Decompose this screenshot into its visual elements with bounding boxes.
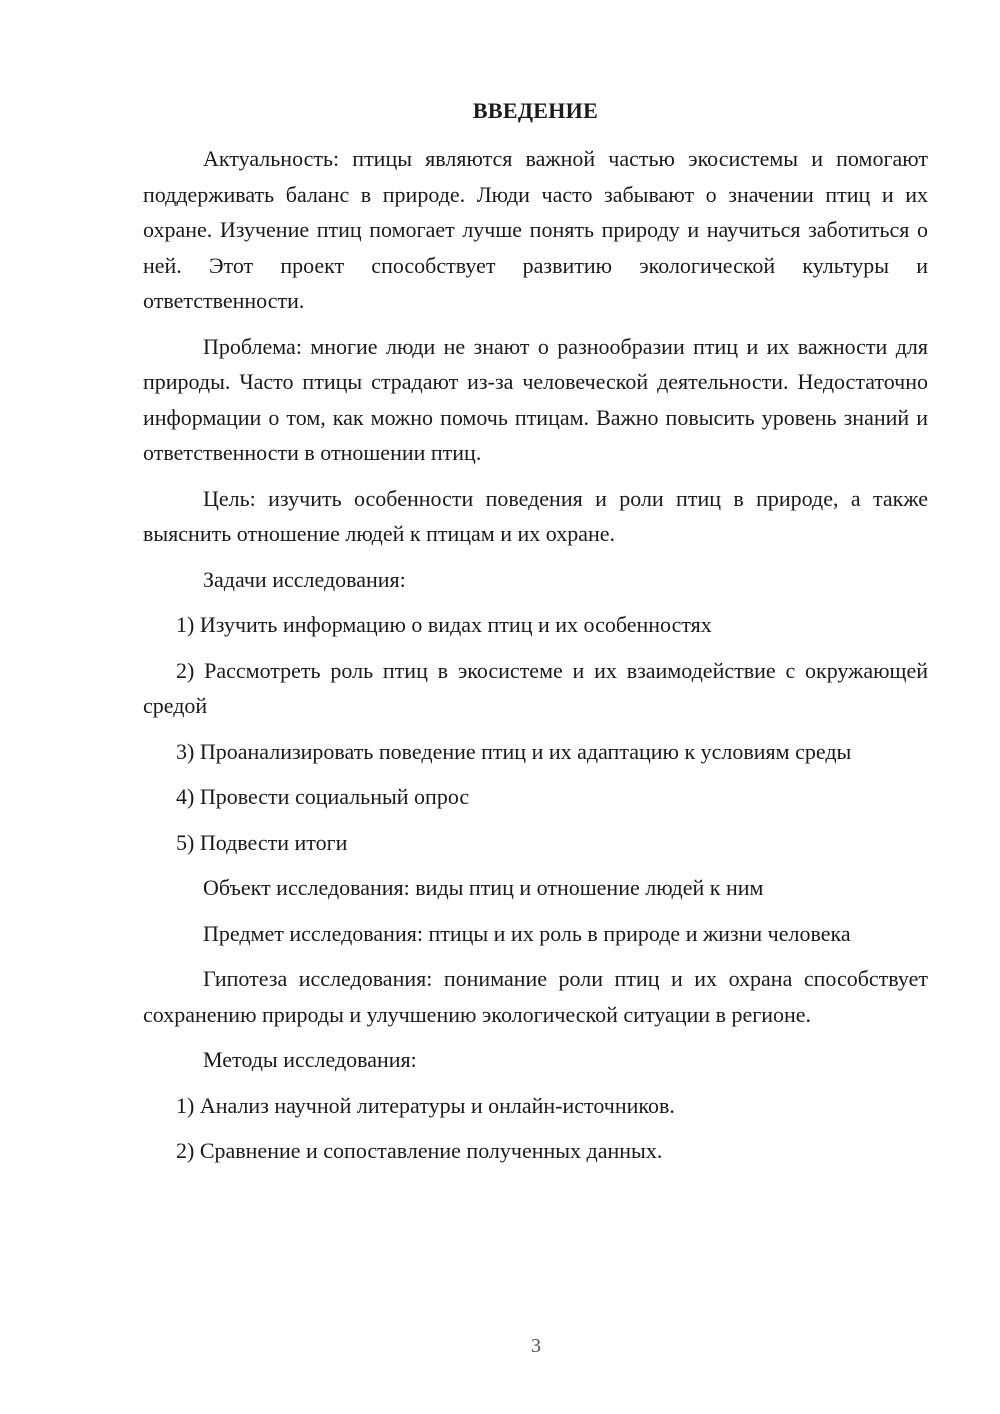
- methods-title: Методы исследования:: [203, 1047, 417, 1072]
- method-item: 2) Сравнение и сопоставление полученных данных.: [176, 1138, 663, 1163]
- task-item: 4) Провести социальный опрос: [176, 784, 470, 809]
- page-content: [143, 96, 928, 1179]
- tasks-title: Задачи исследования:: [203, 566, 406, 592]
- method-item: 1) Анализ научной литературы и онлайн-источников.: [176, 1092, 675, 1118]
- page-number: 3: [531, 1335, 541, 1357]
- actuality-paragraph: Актуальность: птицы являются важной частью экосистемы и помогают поддерживать баланс в природе. Люди часто забывают о значении птиц и их охране. Изучение птиц помогает лучше понять природу и научиться заботиться о ней. Этот проект способствует развитию экологической культуры и ответственности.: [143, 146, 928, 313]
- page-title: ВВЕДЕНИЕ: [472, 98, 599, 123]
- hypothesis-paragraph: Гипотеза исследования: понимание роли птиц и их охрана способствует сохранению природы и улучшению экологической ситуации в регионе.: [143, 966, 928, 1027]
- object-paragraph: Объект исследования: виды птиц и отношение людей к ним: [203, 875, 764, 900]
- task-item: 5) Подвести итоги: [176, 829, 348, 855]
- subject-paragraph: Предмет исследования: птицы и их роль в природе и жизни человека: [203, 920, 851, 946]
- task-item: 3) Проанализировать поведение птиц и их адаптацию к условиям среды: [176, 738, 852, 764]
- task-item: 2) Рассмотреть роль птиц в экосистеме и их взаимодействие с окружающей средой: [143, 657, 928, 718]
- task-item: 1) Изучить информацию о видах птиц и их особенностях: [176, 612, 712, 637]
- problem-paragraph: Проблема: многие люди не знают о разнообразии птиц и их важности для природы. Часто птицы страдают из-за человеческой деятельности. Недостаточно информации о том, как можно помочь птицам. Важно повысить уровень знаний и ответственности в отношении птиц.: [143, 333, 928, 465]
- goal-paragraph: Цель: изучить особенности поведения и роли птиц в природе, а также выяснить отношение людей к птицам и их охране.: [143, 485, 928, 546]
